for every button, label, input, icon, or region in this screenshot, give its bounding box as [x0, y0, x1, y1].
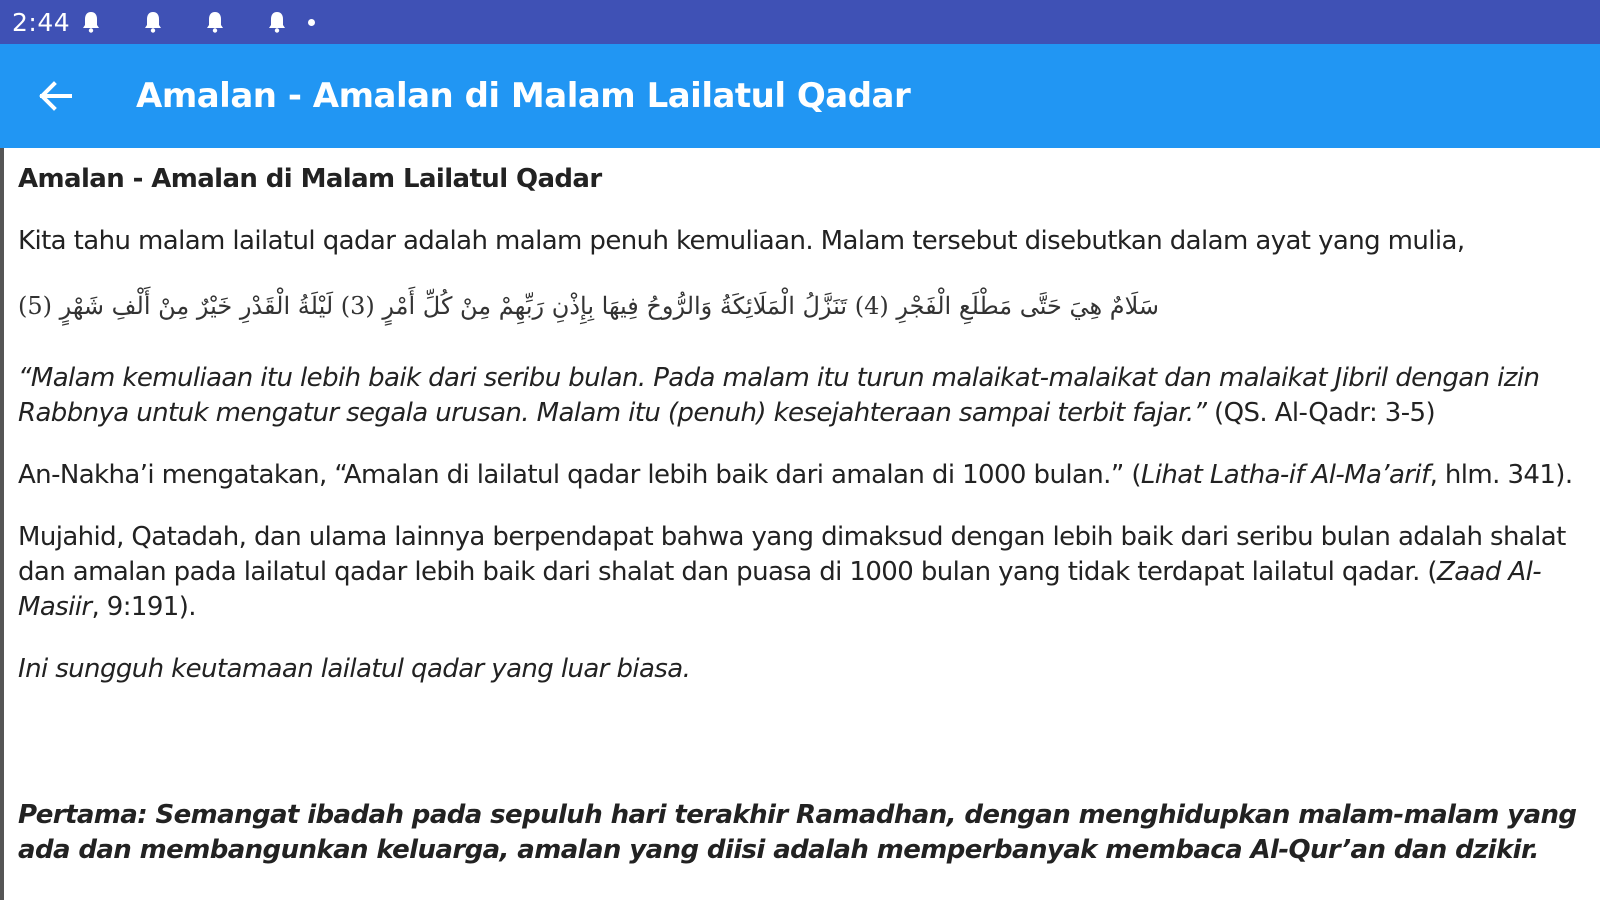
- bell-icon: [144, 11, 162, 33]
- article-heading: Amalan - Amalan di Malam Lailatul Qadar: [18, 164, 602, 194]
- bell-icon: [206, 11, 224, 33]
- bell-icon: [82, 11, 100, 33]
- spacer: [18, 687, 1588, 771]
- dot-icon: [308, 19, 315, 26]
- mujahid-paragraph: [18, 520, 1588, 625]
- pertama-text: Pertama: Semangat ibadah pada sepuluh hari terakhir Ramadhan, dengan menghidupkan malam-malam yang ada dan membangunkan keluarga, amalan yang diisi adalah memperbanyak membaca Al-Qur’an dan dzikir.: [18, 800, 1577, 865]
- nakhai-text: An-Nakha’i mengatakan, “Amalan di lailatul qadar lebih baik dari amalan di 1000 bulan.” (: [18, 460, 1141, 490]
- app-bar: [0, 44, 1600, 148]
- mujahid-reference: , 9:191).: [91, 592, 196, 622]
- mujahid-text: Mujahid, Qatadah, dan ulama lainnya berpendapat bahwa yang dimaksud dengan lebih baik dari seribu bulan adalah shalat dan amalan pada lailatul qadar lebih baik dari shalat dan puasa di 1000 bulan yang tidak terdapat lailatul qadar. (: [18, 522, 1566, 587]
- closing-text: Ini sungguh keutamaan lailatul qadar yang luar biasa.: [18, 654, 691, 684]
- status-icons: [82, 11, 315, 33]
- quran-reference: (QS. Al-Qadr: 3-5): [1206, 398, 1435, 428]
- pertama-paragraph: [18, 798, 1588, 868]
- bell-icon: [268, 11, 286, 33]
- app-bar-title: Amalan - Amalan di Malam Lailatul Qadar: [136, 76, 911, 116]
- nakhai-reference: , hlm. 341).: [1429, 460, 1573, 490]
- article-content[interactable]: [18, 148, 1588, 900]
- intro-paragraph: Kita tahu malam lailatul qadar adalah malam penuh kemuliaan. Malam tersebut disebutkan dalam ayat yang mulia,: [18, 226, 1465, 256]
- arabic-verse: (5) سَلَامٌ هِيَ حَتَّى مَطْلَعِ الْفَجْرِ (4) تَنَزَّلُ الْمَلَائِكَةُ وَالرُّوحُ فِيهَا بِإِذْنِ رَبِّهِمْ مِنْ كُلِّ أَمْرٍ (3) لَيْلَةُ الْقَدْرِ خَيْرٌ مِنْ أَلْفِ شَهْرٍ: [18, 292, 1160, 320]
- quran-translation-paragraph: [18, 361, 1588, 431]
- nakhai-source: Lihat Latha-if Al-Ma’arif: [1140, 460, 1430, 490]
- nakhai-paragraph: [18, 458, 1588, 493]
- back-button[interactable]: [28, 68, 84, 124]
- quran-translation: “Malam kemuliaan itu lebih baik dari seribu bulan. Pada malam itu turun malaikat-malaikat dan malaikat Jibril dengan izin Rabbnya untuk mengatur segala urusan. Malam itu (penuh) kesejahteraan sampai terbit fajar.”: [18, 363, 1540, 428]
- status-time: 2:44: [12, 7, 71, 37]
- arrow-back-icon: [39, 81, 73, 111]
- status-bar: [0, 0, 1600, 44]
- mujahid-source: Zaad Al-Masiir: [18, 557, 1542, 622]
- closing-paragraph: [18, 652, 1588, 687]
